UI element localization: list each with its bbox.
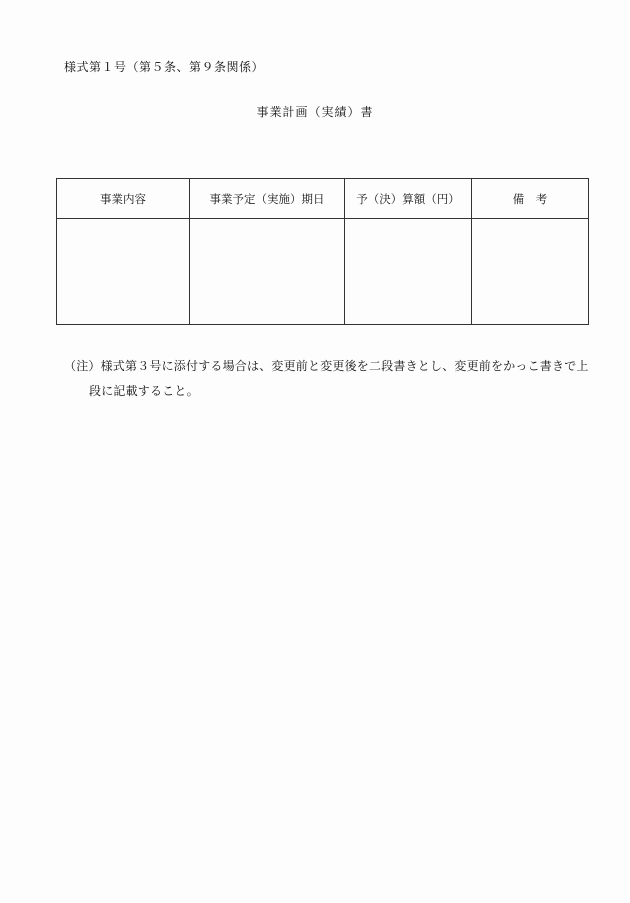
document-title: 事業計画（実績）書 xyxy=(256,105,374,119)
column-header-schedule: 事業予定（実施）期日 xyxy=(190,179,345,219)
column-header-content: 事業内容 xyxy=(57,179,190,219)
table-header-row xyxy=(57,179,589,219)
note-line-1: （注）様式第３号に添付する場合は、変更前と変更後を二段書きとし、変更前をかっこ書きで上 xyxy=(64,359,589,373)
column-header-budget: 予（決）算額（円） xyxy=(345,179,472,219)
cell-content xyxy=(57,219,190,325)
note-line-2: 段に記載すること。 xyxy=(89,384,199,398)
column-header-remarks: 備 考 xyxy=(472,179,589,219)
form-number: 様式第１号（第５条、第９条関係） xyxy=(64,60,265,74)
cell-remarks xyxy=(472,219,589,325)
cell-schedule xyxy=(190,219,345,325)
plan-table xyxy=(56,178,589,325)
table-row xyxy=(57,219,589,325)
cell-budget xyxy=(345,219,472,325)
